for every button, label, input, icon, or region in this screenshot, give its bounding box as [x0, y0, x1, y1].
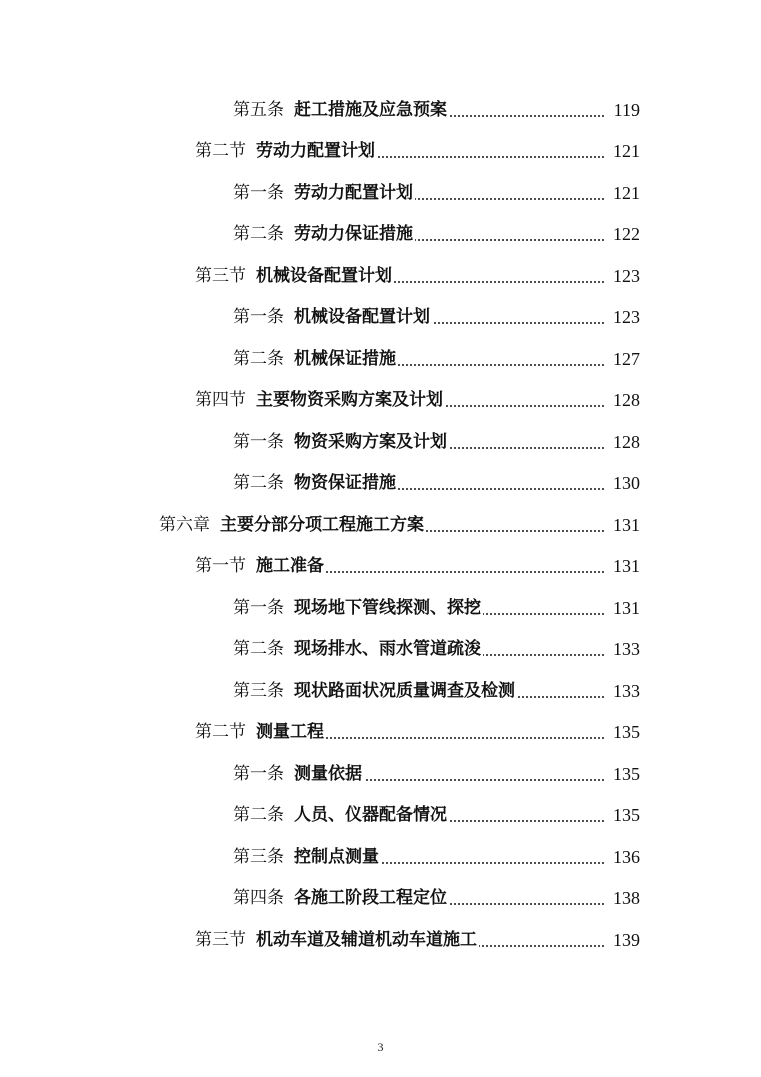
toc-entry-title: 现场排水、雨水管道疏浚 — [294, 639, 481, 660]
toc-entry-title: 物资采购方案及计划 — [294, 431, 447, 452]
toc-entry-title: 机械设备配置计划 — [256, 265, 392, 286]
toc-entry — [0, 214, 761, 256]
toc-entry-title: 赶工措施及应急预案 — [294, 99, 447, 120]
toc-dot-leader — [517, 695, 605, 699]
toc-entry-page: 131 — [613, 597, 640, 618]
toc-entry-label — [195, 390, 443, 410]
toc-entry-title: 现场地下管线探测、探挖 — [294, 597, 481, 618]
toc-entry-number: 第一节 — [195, 556, 246, 577]
toc-entry — [0, 504, 761, 546]
toc-entry-title: 物资保证措施 — [294, 473, 396, 494]
toc-entry-title: 机动车道及辅道机动车道施工 — [256, 929, 477, 950]
table-of-contents — [0, 89, 761, 961]
toc-entry — [0, 836, 761, 878]
toc-entry-page: 123 — [613, 265, 640, 286]
toc-entry — [0, 629, 761, 671]
toc-entry-label — [233, 100, 447, 120]
toc-dot-leader — [381, 861, 605, 865]
toc-entry-title: 劳动力配置计划 — [294, 182, 413, 203]
toc-entry — [0, 380, 761, 422]
toc-entry-page: 135 — [613, 805, 640, 826]
toc-entry — [0, 297, 761, 339]
toc-entry-page: 130 — [613, 473, 640, 494]
toc-dot-leader — [415, 238, 605, 242]
toc-dot-leader — [394, 280, 605, 284]
toc-entry-label — [195, 722, 324, 742]
toc-entry-title: 现状路面状况质量调查及检测 — [294, 680, 515, 701]
toc-entry-title: 测量工程 — [256, 722, 324, 743]
toc-dot-leader — [326, 570, 605, 574]
toc-entry-page: 136 — [613, 846, 640, 867]
toc-entry-label — [233, 681, 515, 701]
toc-entry-title: 劳动力保证措施 — [294, 224, 413, 245]
toc-entry-number: 第二条 — [233, 224, 284, 245]
toc-entry-number: 第三节 — [195, 929, 246, 950]
toc-entry-label — [233, 349, 396, 369]
toc-entry-number: 第一条 — [233, 431, 284, 452]
toc-entry-number: 第二节 — [195, 722, 246, 743]
toc-entry-label — [233, 598, 481, 618]
toc-entry-number: 第一条 — [233, 763, 284, 784]
toc-entry — [0, 587, 761, 629]
toc-entry — [0, 421, 761, 463]
toc-entry-label — [233, 183, 413, 203]
toc-entry-title: 施工准备 — [256, 556, 324, 577]
toc-entry-number: 第一条 — [233, 307, 284, 328]
toc-entry-label — [233, 888, 447, 908]
toc-entry — [0, 670, 761, 712]
toc-entry-page: 122 — [613, 224, 640, 245]
toc-entry-page: 133 — [613, 680, 640, 701]
toc-entry-page: 131 — [613, 556, 640, 577]
toc-entry — [0, 712, 761, 754]
toc-entry-label — [233, 639, 481, 659]
toc-entry-page: 138 — [613, 888, 640, 909]
toc-entry-label — [195, 556, 324, 576]
toc-entry-title: 测量依据 — [294, 763, 362, 784]
toc-entry-number: 第二节 — [195, 141, 246, 162]
toc-entry-title: 主要物资采购方案及计划 — [256, 390, 443, 411]
toc-entry-label — [195, 266, 392, 286]
toc-dot-leader — [483, 612, 605, 616]
toc-entry-page: 133 — [613, 639, 640, 660]
toc-entry-page: 135 — [613, 722, 640, 743]
toc-entry-number: 第一条 — [233, 182, 284, 203]
toc-entry — [0, 919, 761, 961]
toc-entry — [0, 878, 761, 920]
toc-dot-leader — [483, 653, 605, 657]
toc-entry-title: 人员、仪器配备情况 — [294, 805, 447, 826]
toc-entry — [0, 463, 761, 505]
toc-entry-title: 各施工阶段工程定位 — [294, 888, 447, 909]
toc-entry-label — [233, 307, 430, 327]
toc-entry-page: 123 — [613, 307, 640, 328]
toc-entry-title: 主要分部分项工程施工方案 — [220, 514, 424, 535]
toc-entry-title: 机械设备配置计划 — [294, 307, 430, 328]
toc-entry — [0, 89, 761, 131]
toc-dot-leader — [364, 778, 605, 782]
toc-entry-number: 第三节 — [195, 265, 246, 286]
toc-entry-number: 第二条 — [233, 473, 284, 494]
toc-entry-title: 劳动力配置计划 — [256, 141, 375, 162]
toc-entry-number: 第六章 — [159, 514, 210, 535]
toc-entry-page: 128 — [613, 390, 640, 411]
toc-entry-label — [233, 764, 362, 784]
toc-dot-leader — [449, 819, 605, 823]
toc-entry-label — [233, 224, 413, 244]
toc-entry-title: 机械保证措施 — [294, 348, 396, 369]
toc-entry-label — [233, 847, 379, 867]
toc-dot-leader — [426, 529, 605, 533]
toc-dot-leader — [398, 487, 605, 491]
toc-entry-label — [159, 515, 424, 535]
toc-entry-number: 第二条 — [233, 348, 284, 369]
page-number: 3 — [377, 1040, 384, 1054]
toc-entry-number: 第二条 — [233, 805, 284, 826]
toc-dot-leader — [479, 944, 605, 948]
toc-entry-number: 第四条 — [233, 888, 284, 909]
toc-dot-leader — [415, 197, 605, 201]
toc-entry-label — [233, 473, 396, 493]
toc-entry — [0, 338, 761, 380]
toc-entry — [0, 131, 761, 173]
toc-entry-number: 第五条 — [233, 99, 284, 120]
toc-entry-label — [233, 805, 447, 825]
toc-entry-page: 135 — [613, 763, 640, 784]
toc-dot-leader — [449, 114, 605, 118]
toc-dot-leader — [449, 446, 605, 450]
toc-entry-number: 第三条 — [233, 846, 284, 867]
toc-entry-title: 控制点测量 — [294, 846, 379, 867]
toc-entry-label — [233, 432, 447, 452]
toc-entry-number: 第一条 — [233, 597, 284, 618]
toc-entry-page: 119 — [613, 99, 640, 120]
toc-entry-page: 127 — [613, 348, 640, 369]
toc-entry-number: 第三条 — [233, 680, 284, 701]
toc-dot-leader — [326, 736, 605, 740]
toc-dot-leader — [449, 902, 605, 906]
toc-entry — [0, 753, 761, 795]
toc-entry-page: 128 — [613, 431, 640, 452]
toc-entry-page: 131 — [613, 514, 640, 535]
toc-entry — [0, 172, 761, 214]
toc-entry-label — [195, 930, 477, 950]
toc-entry-number: 第四节 — [195, 390, 246, 411]
toc-entry-label — [195, 141, 375, 161]
toc-dot-leader — [445, 404, 605, 408]
toc-dot-leader — [432, 321, 605, 325]
toc-entry-page: 121 — [613, 182, 640, 203]
toc-entry — [0, 255, 761, 297]
toc-entry-page: 121 — [613, 141, 640, 162]
toc-entry — [0, 546, 761, 588]
toc-entry — [0, 795, 761, 837]
toc-dot-leader — [377, 155, 605, 159]
toc-entry-number: 第二条 — [233, 639, 284, 660]
toc-entry-page: 139 — [613, 929, 640, 950]
toc-dot-leader — [398, 363, 605, 367]
